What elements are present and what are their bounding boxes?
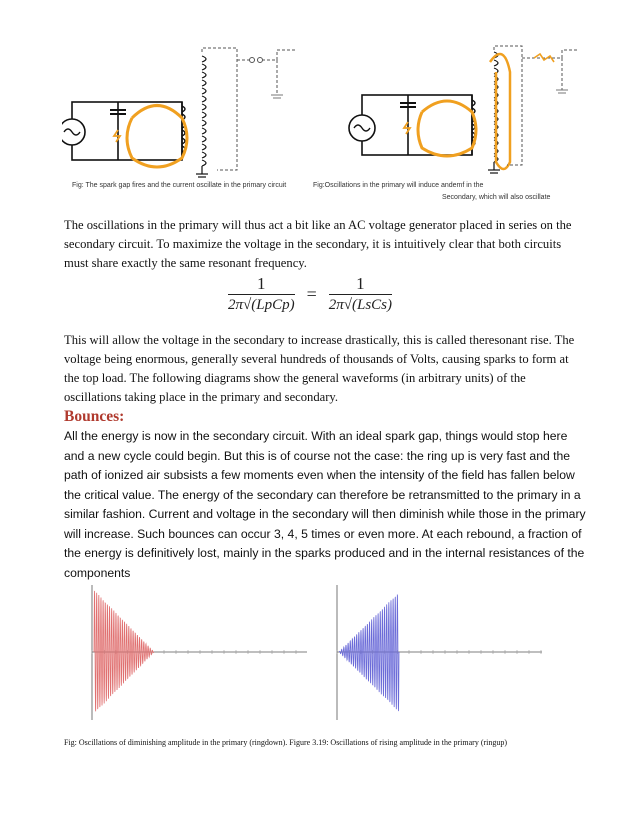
section-heading: Bounces: [64, 408, 125, 425]
oscillation-loop-right [418, 101, 476, 156]
bottom-figure-caption: Fig: Oscillations of diminishing amplitude in the primary (ringdown). Figure 3.19: Oscillations of rising amplitude in the primary (ringup) [64, 738, 508, 747]
circuit-figures [62, 40, 582, 190]
formula-numerator-right: 1 [356, 274, 365, 293]
resonance-formula [228, 274, 392, 314]
formula-numerator-left: 1 [257, 274, 266, 293]
spark-gap-icon [114, 130, 120, 142]
ringdown-waveform [94, 591, 154, 712]
paragraph-resonant-rise: This will allow the voltage in the secondary to increase drastically, this is called theresonant rise. The voltage being enormous, generally several hundreds of thousands of Volts, causing sparks to form at the top load. The following diagrams show the general waveforms (in arbitrary units) of the oscillations taking place in the primary and secondary. [64, 333, 575, 404]
ringup-plot [337, 585, 542, 720]
ringup-waveform [339, 595, 399, 712]
waveform-plots [62, 580, 562, 730]
section-bounces [64, 408, 590, 583]
ac-source-icon [62, 119, 85, 145]
formula-denominator-left: 2π√(LpCp) [228, 294, 295, 314]
secondary-coil-icon [196, 56, 208, 177]
formula-left-fraction [228, 274, 295, 314]
ringdown-plot [92, 585, 307, 720]
section-body: All the energy is now in the secondary circuit. With an ideal spark gap, things would stop here and a new cycle could begin. But this is of course not the case: the ring up is very fast and the path of ionized air subsists a few moments even when the intensity of the field has fallen below the critical value. The energy of the secondary can therefore be retransmitted to the primary in a similar fashion. Current and voltage in the secondary will then diminish while those in the primary will increase. Such bounces can occur 3, 4, 5 times or even more. At each rebound, a fraction of the energy is definitively lost, mainly in the sparks produced and in the internal resistances of the components [64, 429, 586, 580]
figure-caption-left: Fig: The spark gap fires and the current oscillate in the primary circuit [72, 182, 287, 189]
secondary-oscillation-loop [490, 54, 510, 169]
figure-caption-right-line2: Secondary, which will also oscillate [442, 194, 551, 201]
ground-icon [271, 95, 283, 98]
dashed-wiring [202, 48, 297, 170]
formula-denominator-right: 2π√(LsCs) [329, 294, 392, 314]
ground-icon-right [556, 90, 568, 93]
paragraph-resonance: The oscillations in the primary will thus act a bit like an AC voltage generator placed in series on the secondary circuit. To maximize the voltage in the secondary, it is intuitively clear that both circuits must share exactly the same resonant frequency. [64, 218, 572, 270]
formula-equals: = [306, 283, 317, 304]
waveform-svg [62, 580, 562, 730]
spark-gap-icon-right [404, 122, 410, 134]
oscillation-loop [127, 106, 187, 168]
circuit-diagram-svg [62, 40, 582, 190]
secondary-coil-icon-right [488, 52, 500, 173]
figure-caption-right-line1: Fig:Oscillations in the primary will induce andemf in the [313, 182, 484, 189]
formula-right-fraction [329, 274, 392, 314]
